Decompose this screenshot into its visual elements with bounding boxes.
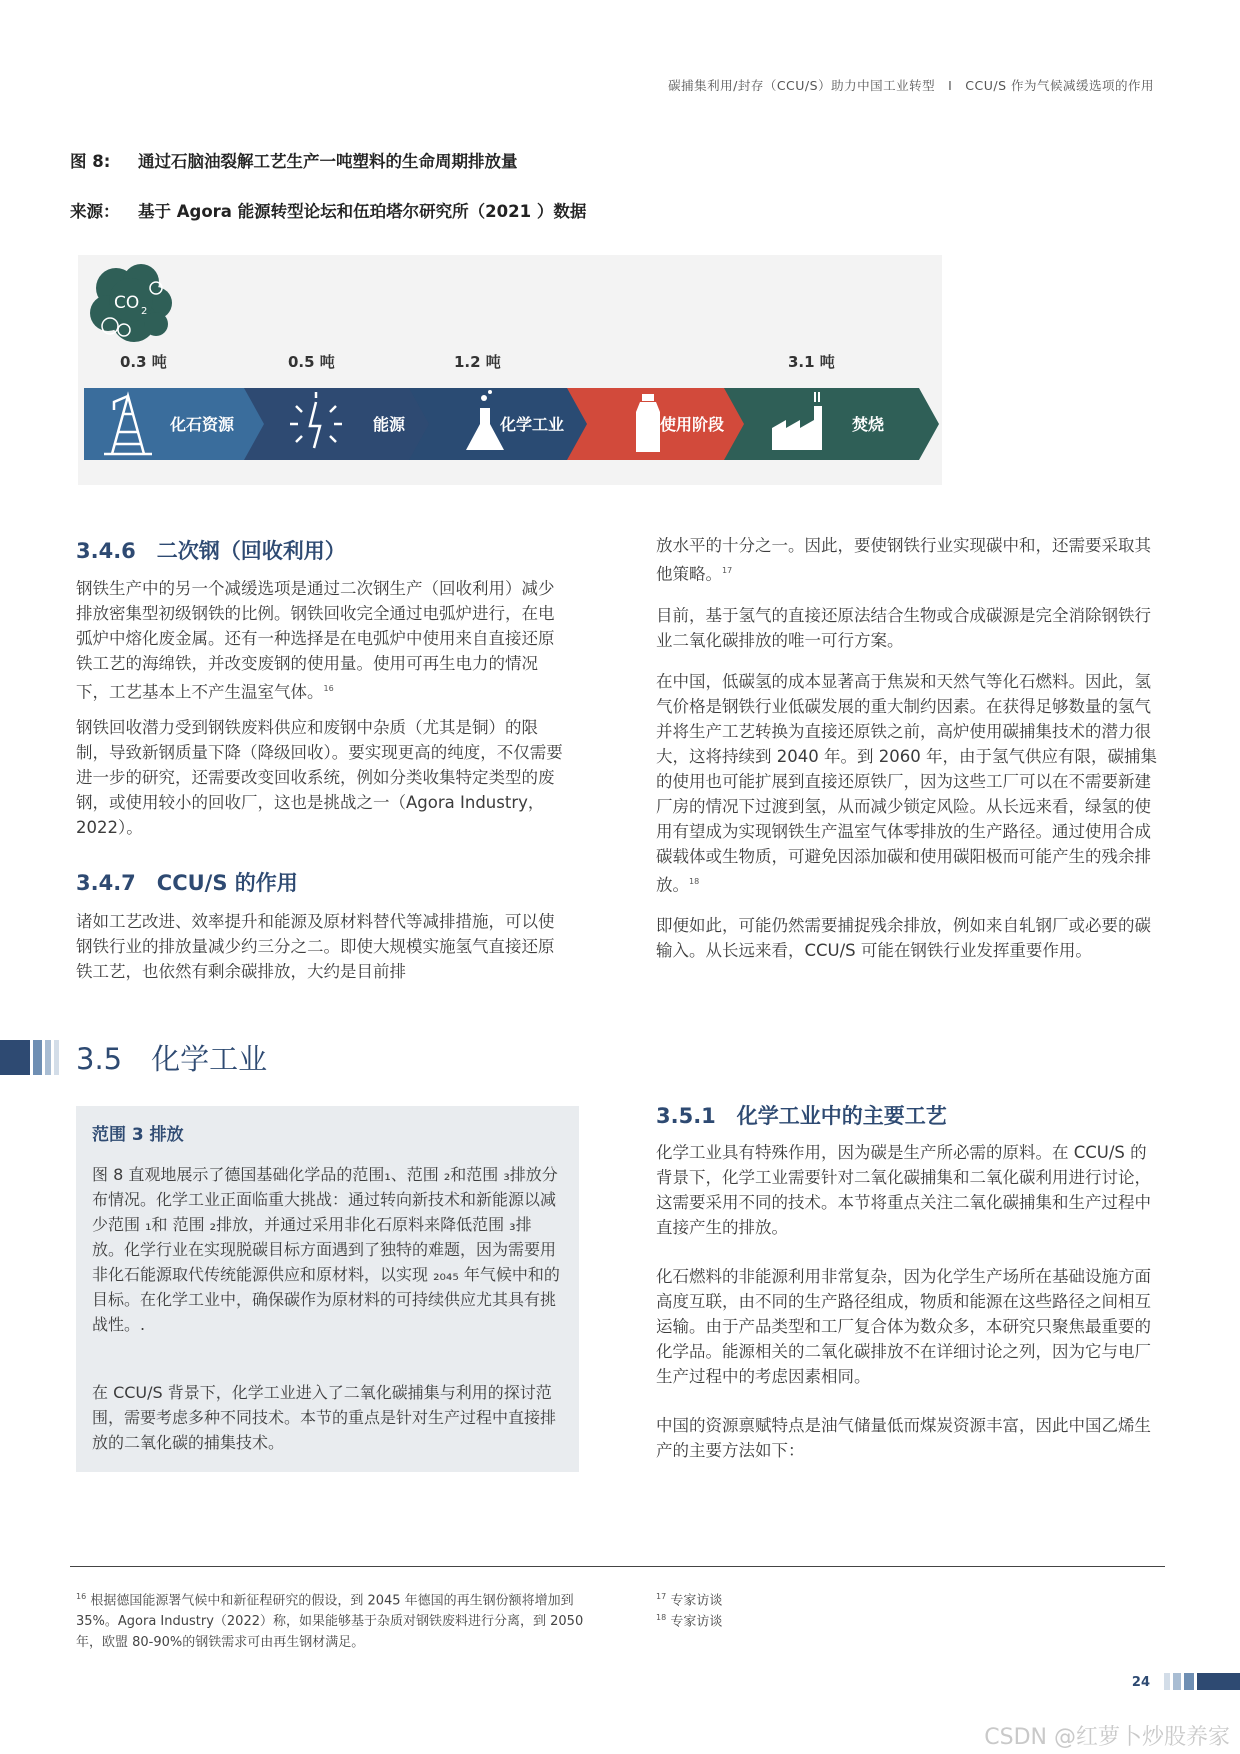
tonnes-incineration: 3.1 吨 (788, 353, 835, 371)
box-title: 范围 3 排放 (92, 1125, 184, 1145)
paragraph (656, 533, 1161, 587)
stage-label-energy: 能源 (373, 415, 406, 434)
footnote-number: 18 (656, 1613, 667, 1622)
paragraph: 即便如此，可能仍然需要捕捉残余排放，例如来自轧钢厂或必要的碳输入。从长远来看，CCU/S 可能在钢铁行业发挥重要作用。 (656, 916, 1151, 960)
footnote-text: 专家访谈 (670, 1593, 723, 1609)
heading-3-4-6: 3.4.6 二次钢（回收利用） (76, 539, 346, 563)
stage-label-chemical: 化学工业 (500, 415, 565, 434)
watermark: CSDN @红萝卜炒股养家 (984, 1725, 1230, 1750)
paragraph-text: 在中国，低碳氢的成本显著高于焦炭和天然气等化石燃料。因此，氢气价格是钢铁行业低碳发展的重大制约因素。在获得足够数量的氢气并将生产工艺转换为直接还原铁之前，高炉使用碳捕集技术的潜力很大，这将持续到 2040 年。到 2060 年，由于氢气供应有限，碳捕集的使用也可能扩展到直接还原铁厂，因为这些工厂可以在不需要新建厂房的情况下过渡到氢，从而减少锁定风险。从长远来看，绿氢的使用有望成为实现钢铁生产温室气体零排放的生产路径。通过使用合成碳载体或生物质，可避免因添加碳和使用碳阳极而可能产生的残余排放。 (656, 671, 1157, 894)
box-paragraph: 在 CCU/S 背景下，化学工业进入了二氧化碳捕集与利用的探讨范围，需要考虑多种不同技术。本节的重点是针对生产过程中直接排放的二氧化碳的捕集技术。 (92, 1383, 557, 1452)
figure-title (70, 148, 518, 172)
footnote-ref: 16 (323, 684, 334, 693)
footnote-text: 根据德国能源署气候中和新征程研究的假设，到 2045 年德国的再生钢份额将增加到 35%。Agora Industry（2022）称，如果能够基于杂质对钢铁废料进行分离，到 2050 年，欧盟 80-90%的钢铁需求可由再生钢材满足。 (76, 1593, 584, 1651)
paragraph (76, 576, 566, 705)
tonnes-fossil: 0.3 吨 (120, 353, 167, 371)
box-paragraph: 图 8 直观地展示了德国基础化学品的范围₁、范围 ₂和范围 ₃排放分布情况。化学工业正面临重大挑战：通过转向新技术和新能源以减少范围 ₁和 范围 ₂排放，并通过采用非化石原料来降低范围 ₃排放。化学行业在实现脱碳目标方面遇到了独特的难题，因为需要用非化石能源取代传统能源供应和原材料，以实现 ₂₀₄₅ 年气候中和的目标。在化学工业中，确保碳作为原材料的可持续供应尤其具有挑战性。. (92, 1165, 560, 1334)
left-col-bottom (76, 909, 566, 984)
heading-3-4-7: 3.4.7 CCU/S 的作用 (76, 871, 298, 895)
heading-3-5-1: 3.5.1 化学工业中的主要工艺 (656, 1104, 947, 1128)
co2-subscript: 2 (141, 306, 148, 317)
footnote-number: 16 (76, 1592, 87, 1601)
stage-label-fossil: 化石资源 (170, 415, 235, 434)
paragraph: 化学工业具有特殊作用，因为碳是生产所必需的原料。在 CCU/S 的背景下，化学工业需要针对二氧化碳捕集和二氧化碳利用进行讨论，这需要采用不同的技术。本节将重点关注二氧化碳捕集和生产过程中直接产生的排放。 (656, 1143, 1151, 1237)
figure-source-label: 来源： (70, 202, 120, 221)
co2-text: CO (114, 293, 140, 313)
paragraph: 目前，基于氢气的直接还原法结合生物或合成碳源是完全消除钢铁行业二氧化碳排放的唯一可行方案。 (656, 605, 1151, 650)
running-header: 碳捕集利用/封存（CCU/S）助力中国工业转型 I CCU/S 作为气候减缓选项的作用 (668, 78, 1154, 93)
page-marker (1164, 1673, 1240, 1690)
paragraph-text: 放水平的十分之一。因此，要使钢铁行业实现碳中和，还需要采取其他策略。 (656, 536, 1151, 584)
left-col-top (76, 576, 566, 840)
scope3-box (76, 1106, 579, 1472)
stage-label-incineration: 焚烧 (852, 415, 885, 434)
footnote-16 (76, 1586, 586, 1653)
footnote-rule (70, 1566, 1165, 1567)
paragraph: 化石燃料的非能源利用非常复杂，因为化学生产场所在基础设施方面高度互联，由不同的生产路径组成，物质和能源在这些路径之间相互运输。由于产品类型和工厂复合体为数众多，本研究只聚焦最重要的化学品。能源相关的二氧化碳排放不在详细讨论之列，因为它与电厂生产过程中的考虑因素相同。 (656, 1267, 1151, 1386)
right-col-top (656, 533, 1161, 963)
footnote-18 (656, 1607, 722, 1632)
tonnes-chemical: 1.2 吨 (454, 353, 501, 371)
paragraph (656, 669, 1161, 898)
section-marker (0, 1040, 60, 1075)
stage-label-use: 使用阶段 (660, 415, 725, 434)
figure-source (70, 198, 586, 222)
right-col-bottom (656, 1140, 1161, 1463)
paragraph-text: 钢铁生产中的另一个减缓选项是通过二次钢生产（回收利用）减少排放密集型初级钢铁的比例。钢铁回收完全通过电弧炉进行，在电弧炉中熔化废金属。还有一种选择是在电弧炉中使用来自直接还原铁工艺的海绵铁，并改变废钢的使用量。使用可再生电力的情况下，工艺基本上不产生温室气体。 (76, 579, 555, 702)
figure-source-text: 基于 Agora 能源转型论坛和伍珀塔尔研究所（2021 ）数据 (138, 202, 587, 221)
paragraph: 钢铁回收潜力受到钢铁废料供应和废钢中杂质（尤其是铜）的限制，导致新钢质量下降（降级回收）。要实现更高的纯度，不仅需要进一步的研究，还需要改变回收系统，例如分类收集特定类型的废钢，或使用较小的回收厂，这也是挑战之一（Agora Industry，2022）。 (76, 717, 563, 837)
footnote-ref: 18 (689, 876, 700, 886)
stage-incineration (724, 388, 939, 460)
figure-title-text: 通过石脑油裂解工艺生产一吨塑料的生命周期排放量 (138, 152, 518, 171)
tonnes-energy: 0.5 吨 (288, 353, 335, 371)
footnote-ref: 17 (722, 566, 733, 575)
paragraph: 诸如工艺改进、效率提升和能源及原材料替代等减排措施，可以使钢铁行业的排放量减少约三分之二。即使大规模实施氢气直接还原铁工艺，也依然有剩余碳排放，大约是目前排 (76, 912, 555, 981)
page-number: 24 (1131, 1675, 1150, 1690)
paragraph: 中国的资源禀赋特点是油气储量低而煤炭资源丰富，因此中国乙烯生产的主要方法如下： (656, 1416, 1151, 1460)
footnote-text: 专家访谈 (670, 1614, 723, 1630)
section-title: 3.5 化学工业 (76, 1042, 268, 1076)
footnote-number: 17 (656, 1592, 667, 1601)
co2-cloud-icon (86, 258, 176, 348)
figure-label: 图 8: (70, 152, 111, 171)
